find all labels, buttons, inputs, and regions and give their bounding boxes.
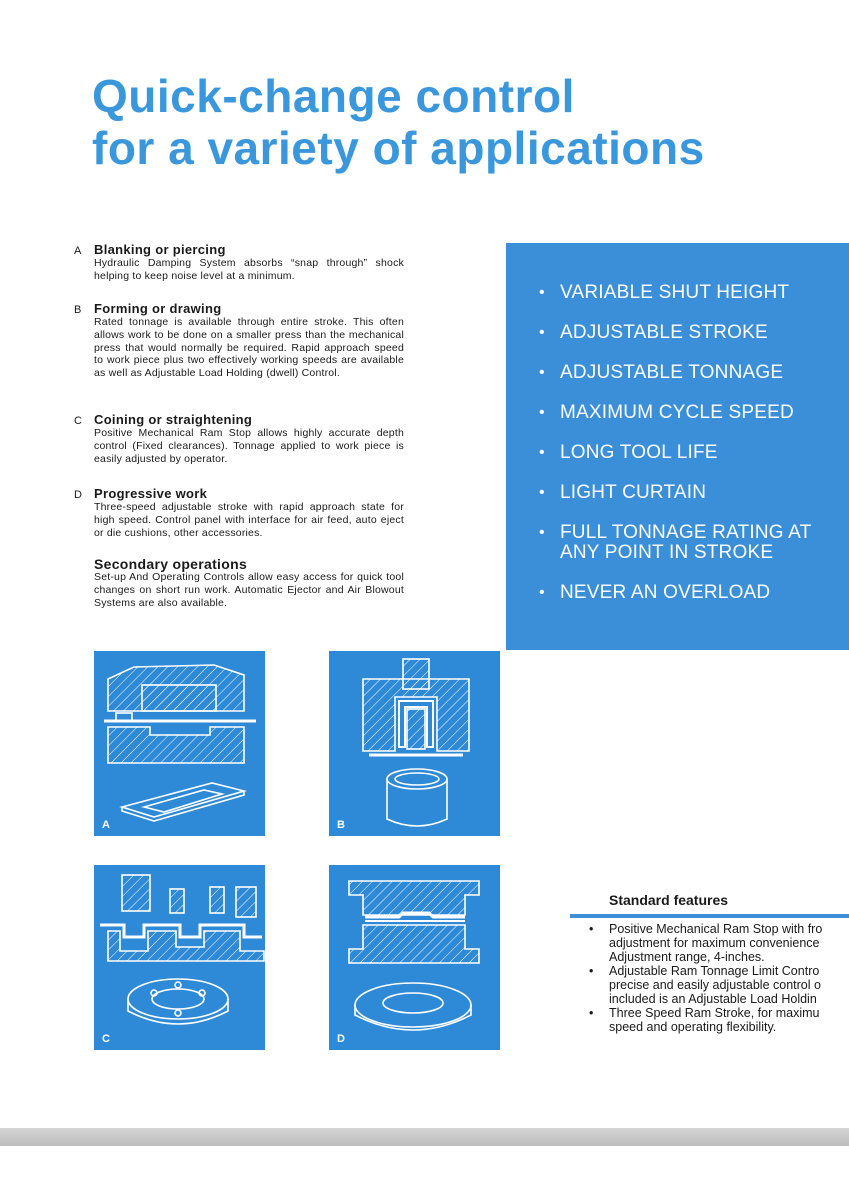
feature-text: LONG TOOL LIFE [560,442,718,463]
application-text: Rated tonnage is available through entire stroke. This often allows work to be done on a smaller press than the mechanical press that would normally be required. Rapid approach speed to work piece plus two effectively working speeds are available as well as Adjustable Load Holding (dwell) Control. [94,316,404,380]
standard-feature-text: Adjustable Ram Tonnage Limit Contro [609,964,820,978]
standard-feature-line [589,950,849,964]
standard-feature-line [589,922,849,936]
feature-item [539,583,844,603]
page-footer-band [0,1128,849,1146]
feature-item [539,403,844,423]
bullet-icon: • [539,444,545,461]
feature-text: LIGHT CURTAIN [560,482,707,503]
standard-feature-text: precise and easily adjustable control o [609,978,821,992]
illustration-label: B [337,819,345,831]
application-heading: Blanking or piercing [94,242,226,257]
illustration-coining [94,865,265,1050]
standard-feature-text: speed and operating flexibility. [609,1020,777,1034]
page-title-line2: for a variety of applications [92,122,705,174]
feature-text: VARIABLE SHUT HEIGHT [560,282,790,303]
illustration-forming [329,651,500,836]
application-heading: Coining or straightening [94,412,253,427]
feature-item [539,363,844,383]
bullet-icon: • [539,584,545,601]
feature-text: ADJUSTABLE STROKE [560,322,768,343]
application-d [74,487,404,539]
progressive-die-drawing [329,865,500,1050]
application-b [74,302,404,380]
features-list [539,283,844,623]
application-c [74,413,404,465]
illustration-label: D [337,1033,345,1045]
coining-die-drawing [94,865,265,1050]
standard-feature-text: adjustment for maximum convenience [609,936,820,950]
secondary-operations [74,557,404,609]
application-heading: Forming or drawing [94,301,222,316]
feature-item [539,483,844,503]
application-letter: D [74,489,82,501]
bullet-icon: • [539,364,545,381]
application-letter: C [74,415,82,427]
illustration-label: A [102,819,110,831]
forming-die-drawing [329,651,500,836]
bullet-icon: • [589,922,594,936]
feature-text: NEVER AN OVERLOAD [560,582,771,603]
bullet-icon: • [539,404,545,421]
bullet-icon: • [539,284,545,301]
illustration-progressive [329,865,500,1050]
standard-feature-line [589,992,849,1006]
standard-feature-text: included is an Adjustable Load Holdin [609,992,817,1006]
secondary-heading: Secondary operations [94,556,248,572]
features-box [506,243,849,650]
illustration-label: C [102,1033,110,1045]
feature-item [539,523,844,563]
standard-feature-line [589,978,849,992]
bullet-icon: • [539,484,545,501]
bullet-icon: • [589,1006,594,1020]
standard-feature-line [589,964,849,978]
bullet-icon: • [539,524,545,541]
feature-text: FULL TONNAGE RATING AT ANY POINT IN STROKE [560,522,812,563]
standard-feature-text: Adjustment range, 4-inches. [609,950,765,964]
illustration-blanking [94,651,265,836]
page-title-line1: Quick-change control [92,70,575,122]
bullet-icon: • [539,324,545,341]
standard-feature-text: Positive Mechanical Ram Stop with fro [609,922,823,936]
bullet-icon: • [589,964,594,978]
application-letter: B [74,304,82,316]
standard-feature-text: Three Speed Ram Stroke, for maximu [609,1006,820,1020]
blanking-die-drawing [94,651,265,836]
standard-feature-line [589,936,849,950]
application-text: Three-speed adjustable stroke with rapid approach state for high speed. Control panel with interface for air feed, auto eject or die cushions, other accessories. [94,501,404,539]
application-heading: Progressive work [94,486,208,501]
secondary-text: Set-up And Operating Controls allow easy access for quick tool changes on short run work. Automatic Ejector and Air Blowout Systems are also available. [94,571,404,609]
application-a [74,243,404,283]
feature-text: ADJUSTABLE TONNAGE [560,362,784,383]
feature-text: MAXIMUM CYCLE SPEED [560,402,794,423]
feature-item [539,323,844,343]
feature-item [539,443,844,463]
feature-item [539,283,844,303]
application-text: Positive Mechanical Ram Stop allows highly accurate depth control (Fixed clearances). Tonnage applied to work piece is easily adjusted by operator. [94,427,404,465]
page-title [92,70,705,174]
application-letter: A [74,245,82,257]
standard-features-list [589,922,849,1034]
application-text: Hydraulic Damping System absorbs “snap through” shock helping to keep noise level at a minimum. [94,257,404,282]
standard-feature-line [589,1006,849,1020]
standard-features-heading: Standard features [609,892,729,908]
standard-features-rule [570,914,849,918]
standard-feature-line [589,1020,849,1034]
